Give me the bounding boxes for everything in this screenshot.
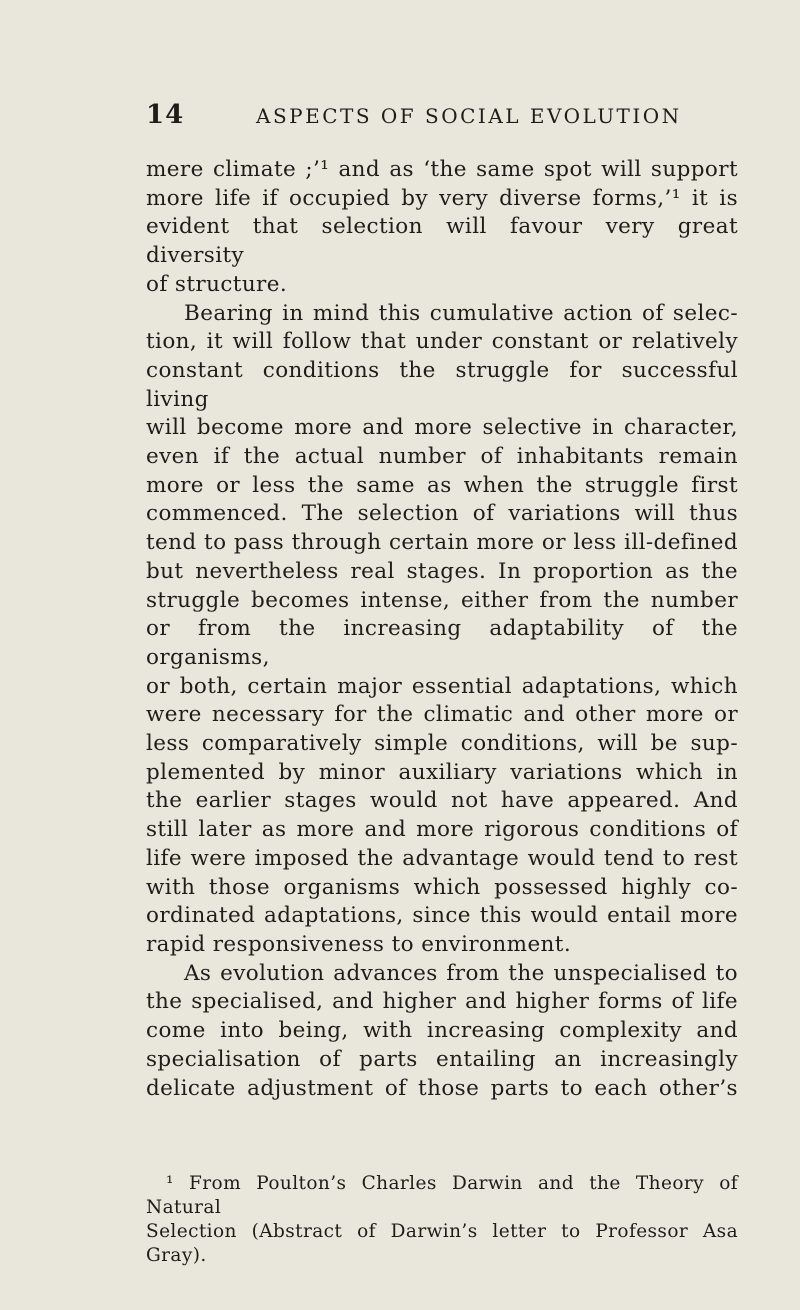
text-line: even if the actual number of inhabitants remain (146, 444, 738, 470)
paragraph-3 (146, 960, 738, 1104)
text-line: struggle becomes intense, either from the number (146, 587, 738, 613)
text-line: the earlier stages would not have appeared. And (146, 788, 738, 814)
text-line: life were imposed the advantage would tend to rest (146, 845, 738, 871)
text-line: or from the increasing adaptability of the organisms, (146, 616, 738, 670)
text-line: evident that selection will favour very great diversity (146, 214, 738, 269)
paragraph-1 (146, 156, 738, 300)
text-line: of structure. (146, 271, 288, 297)
paragraph-2 (146, 300, 738, 960)
text-line: were necessary for the climatic and other more or (146, 702, 738, 728)
page-header (146, 100, 738, 140)
text-line: commenced. The selection of variations will thus (146, 501, 738, 527)
text-line: ordinated adaptations, since this would entail more (146, 903, 738, 929)
text-line: or both, certain major essential adaptations, which (146, 673, 738, 699)
text-line: tend to pass through certain more or less ill-defined (146, 530, 738, 556)
text-line: As evolution advances from the unspecialised to (184, 960, 738, 986)
text-line: but nevertheless real stages. In proportion as the (146, 558, 738, 584)
text-line: the specialised, and higher and higher forms of life (146, 989, 738, 1015)
text-line: more life if occupied by very diverse forms,’¹ it is (146, 185, 738, 211)
text-line: less comparatively simple conditions, will be sup- (146, 731, 738, 757)
running-head: ASPECTS OF SOCIAL EVOLUTION (256, 104, 682, 128)
text-line: delicate adjustment of those parts to each other’s (146, 1075, 738, 1101)
text-line: more or less the same as when the struggle first (146, 472, 738, 498)
text-line: still later as more and more rigorous conditions of (146, 817, 738, 843)
footnote (146, 1172, 738, 1268)
text-line: mere climate ;’¹ and as ‘the same spot will support (146, 157, 738, 182)
page-number: 14 (146, 100, 185, 130)
text-line: with those organisms which possessed highly co- (146, 874, 738, 900)
footnote-line: Selection (Abstract of Darwin’s letter to Professor Asa Gray). (146, 1221, 738, 1266)
text-line: rapid responsiveness to environment. (146, 931, 572, 957)
text-line: will become more and more selective in character, (146, 415, 738, 441)
text-line: tion, it will follow that under constant or relatively (146, 329, 738, 355)
text-line: come into being, with increasing complexity and (146, 1018, 738, 1044)
text-line: Bearing in mind this cumulative action of selec- (184, 300, 738, 326)
text-line: specialisation of parts entailing an increasingly (146, 1046, 738, 1072)
text-line: constant conditions the struggle for successful living (146, 357, 738, 412)
text-line: plemented by minor auxiliary variations which in (146, 759, 738, 785)
footnote-line: ¹ From Poulton’s Charles Darwin and the Theory of Natural (146, 1173, 738, 1218)
body-text (146, 156, 738, 1103)
